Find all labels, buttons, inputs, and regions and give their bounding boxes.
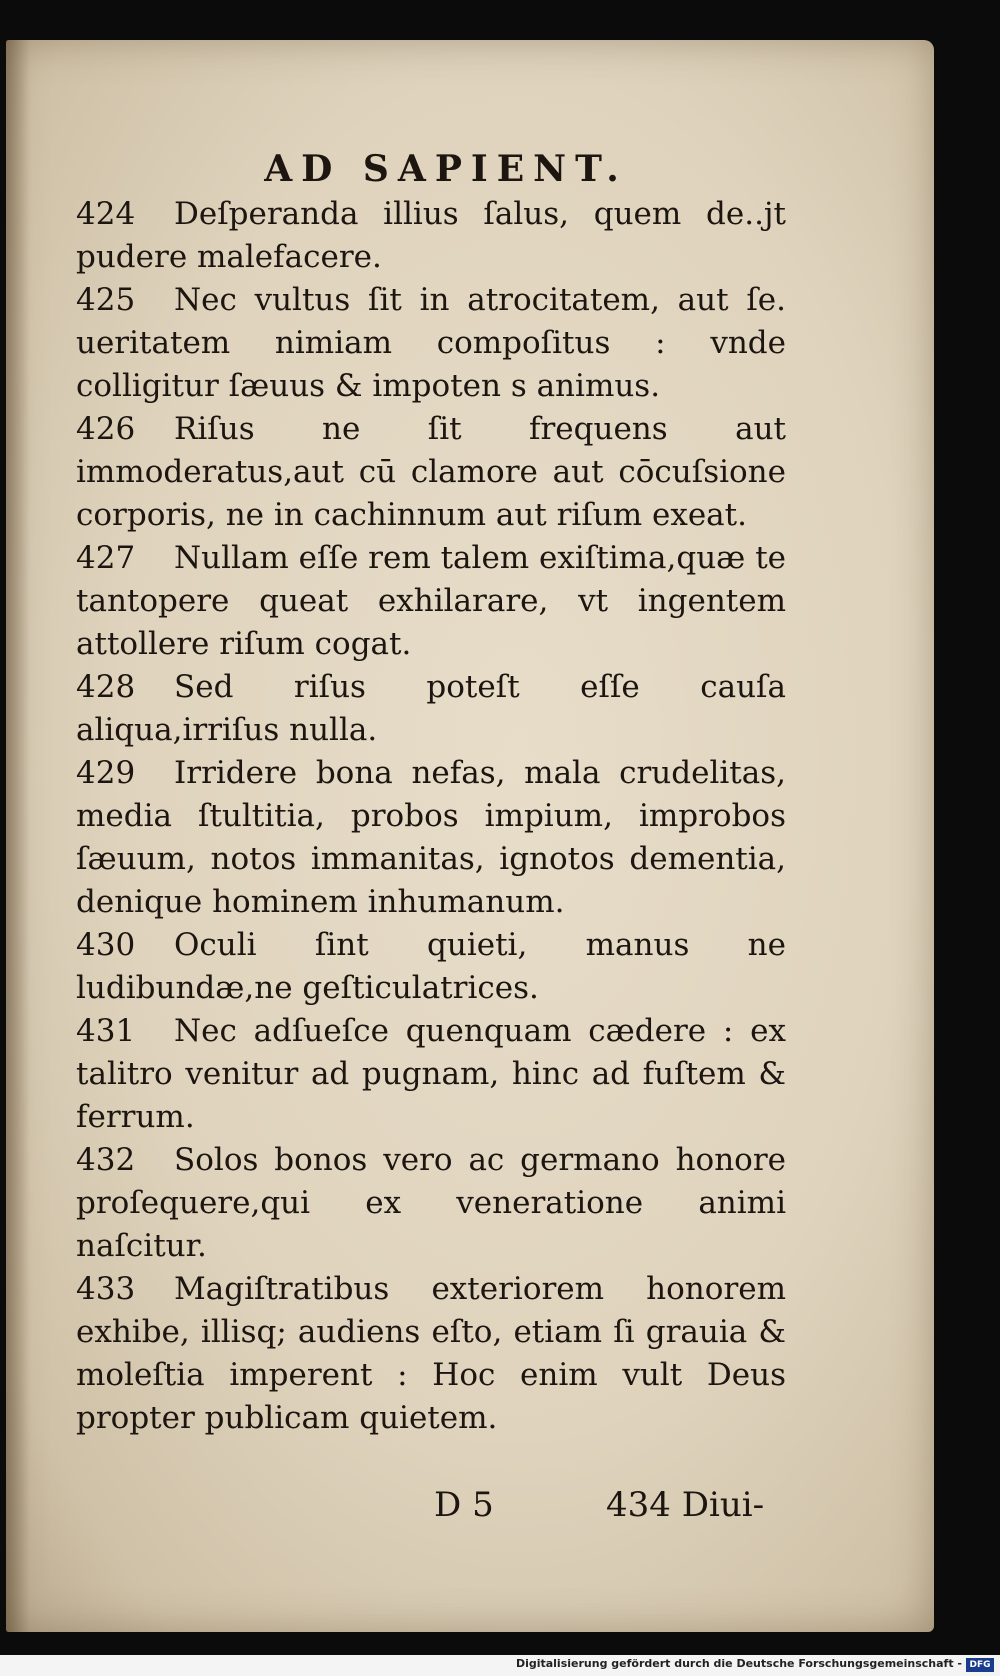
entry-number: 430 [76,927,136,963]
entry-431 [76,1010,786,1139]
entry-424 [76,193,786,279]
entry-text: Nec adſueſce quenquam cædere : ex talitro venitur ad pugnam, hinc ad fuſtem & ferrum. [76,1013,786,1135]
entry-number: 424 [76,196,136,232]
entry-number: 425 [76,282,136,318]
entry-number: 431 [76,1013,136,1049]
entry-text: Sed riſus poteſt eſſe cauſa aliqua,irriſus nulla. [76,669,786,748]
entry-text: Riſus ne ſit frequens aut immoderatus,aut cū clamore aut cōcuſsione corporis, ne in cachinnum aut riſum exeat. [76,411,786,533]
entry-number: 429 [76,755,136,791]
entry-number: 426 [76,411,136,447]
running-head: AD SAPIENT. [264,148,628,190]
signature-mark: D 5 [434,1485,494,1525]
entry-433 [76,1268,786,1440]
text-block [76,193,786,1440]
entry-text: Deſperanda illius ſalus, quem de..jt pudere malefacere. [76,196,786,275]
entry-text: Solos bonos vero ac germano honore proſequere,qui ex veneratione animi naſcitur. [76,1142,786,1264]
digitization-footer [0,1655,1000,1676]
catchword: 434 Diui- [606,1485,765,1525]
entry-text: Nec vultus ſit in atrocitatem, aut ſe. ueritatem nimiam compoſitus : vnde colligitur ſæuus & impoten s animus. [76,282,786,404]
entry-text: Magiſtratibus exteriorem honorem exhibe, illisq; audiens eſto, etiam ſi grauia & moleſtia imperent : Hoc enim vult Deus propter publicam quietem. [76,1271,786,1436]
entry-number: 432 [76,1142,136,1178]
entry-432 [76,1139,786,1268]
entry-425 [76,279,786,408]
entry-427 [76,537,786,666]
entry-number: 427 [76,540,136,576]
entry-426 [76,408,786,537]
entry-number: 428 [76,669,136,705]
footer-credit: Digitalisierung gefördert durch die Deutsche Forschungsgemeinschaft - [515,1657,962,1670]
entry-number: 433 [76,1271,136,1307]
entry-429 [76,752,786,924]
entry-text: Irridere bona nefas, mala crudelitas, media ſtultitia, probos impium, improbos ſæuum, notos immanitas, ignotos dementia, denique hominem inhumanum. [76,755,786,920]
entry-430 [76,924,786,1010]
entry-text: Nullam eſſe rem talem exiſtima,quæ te tantopere queat exhilarare, vt ingentem attollere riſum cogat. [76,540,786,662]
dfg-logo-icon: DFG [966,1658,994,1672]
entry-428 [76,666,786,752]
entry-text: Oculi ſint quieti, manus ne ludibundæ,ne geſticulatrices. [76,927,786,1006]
book-page [6,40,934,1632]
